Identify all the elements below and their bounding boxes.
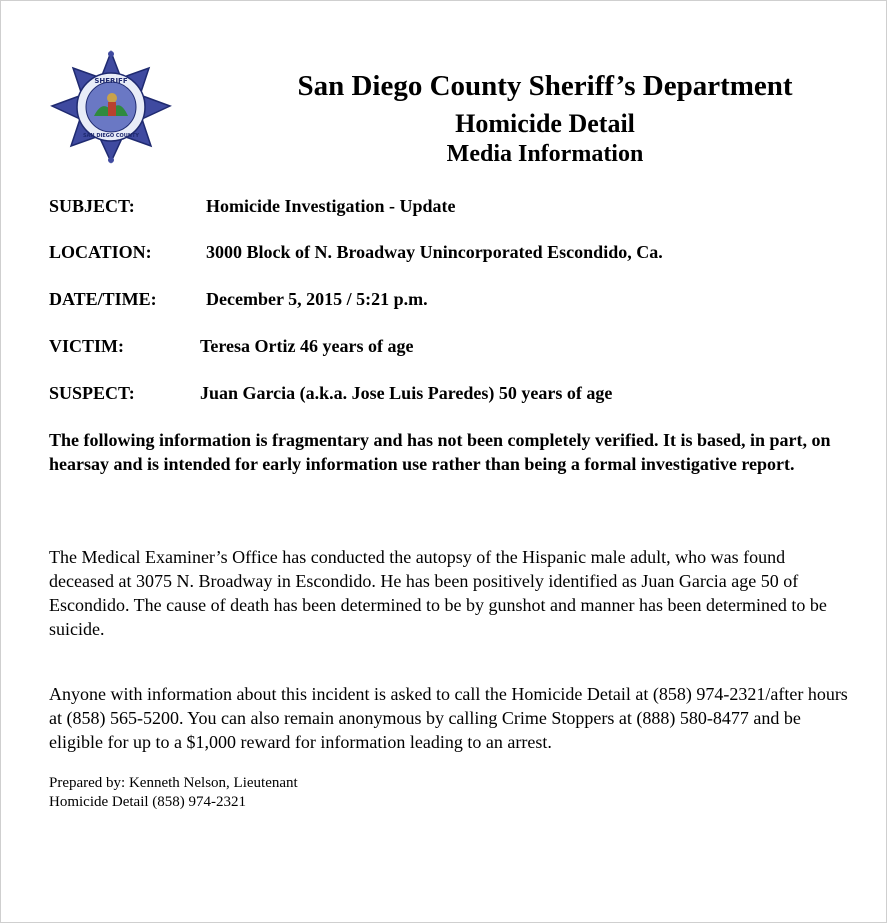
datetime-label: DATE/TIME:: [49, 289, 157, 309]
suspect-label: SUSPECT:: [49, 383, 135, 403]
suspect-value: Juan Garcia (a.k.a. Jose Luis Paredes) 50 years of age: [200, 383, 613, 403]
victim-value: Teresa Ortiz 46 years of age: [200, 336, 414, 356]
datetime-value: December 5, 2015 / 5:21 p.m.: [206, 289, 428, 309]
badge-bottom-text: SAN DIEGO COUNTY: [82, 133, 140, 139]
contact-paragraph: Anyone with information about this incident is asked to call the Homicide Detail at (858) 974-2321/after hours at (858) 565-5200. You can also remain anonymous by calling Crime Stoppers at (888) 580-8477 and be eligible for up to a $1,000 reward for information leading to an arrest.: [49, 684, 848, 752]
department-title: San Diego County Sheriff’s Department: [297, 70, 793, 102]
location-value: 3000 Block of N. Broadway Unincorporated Escondido, Ca.: [206, 242, 663, 262]
autopsy-paragraph: The Medical Examiner’s Office has conducted the autopsy of the Hispanic male adult, who was found deceased at 3075 N. Broadway in Escondido. He has been positively identified as Juan Garcia age 50 of Escondido. The cause of death has been determined to be by gunshot and manner has been determined to be suicide.: [49, 547, 827, 639]
document-type-title: Media Information: [446, 141, 644, 167]
unit-phone: Homicide Detail (858) 974-2321: [49, 794, 247, 810]
prepared-by: Prepared by: Kenneth Nelson, Lieutenant: [49, 775, 298, 791]
sheriff-badge-logo: [50, 50, 172, 164]
location-label: LOCATION:: [49, 242, 152, 262]
badge-star-icon: [52, 51, 170, 163]
subject-label: SUBJECT:: [49, 196, 135, 216]
subject-value: Homicide Investigation - Update: [206, 196, 456, 216]
unit-title: Homicide Detail: [455, 109, 635, 138]
disclaimer-text: The following information is fragmentary and has not been completely verified. It is based, in part, on hearsay and is intended for early information use rather than being a formal investigative report.: [49, 430, 831, 474]
victim-label: VICTIM:: [49, 336, 124, 356]
badge-top-text: SHERIFF: [94, 77, 128, 85]
